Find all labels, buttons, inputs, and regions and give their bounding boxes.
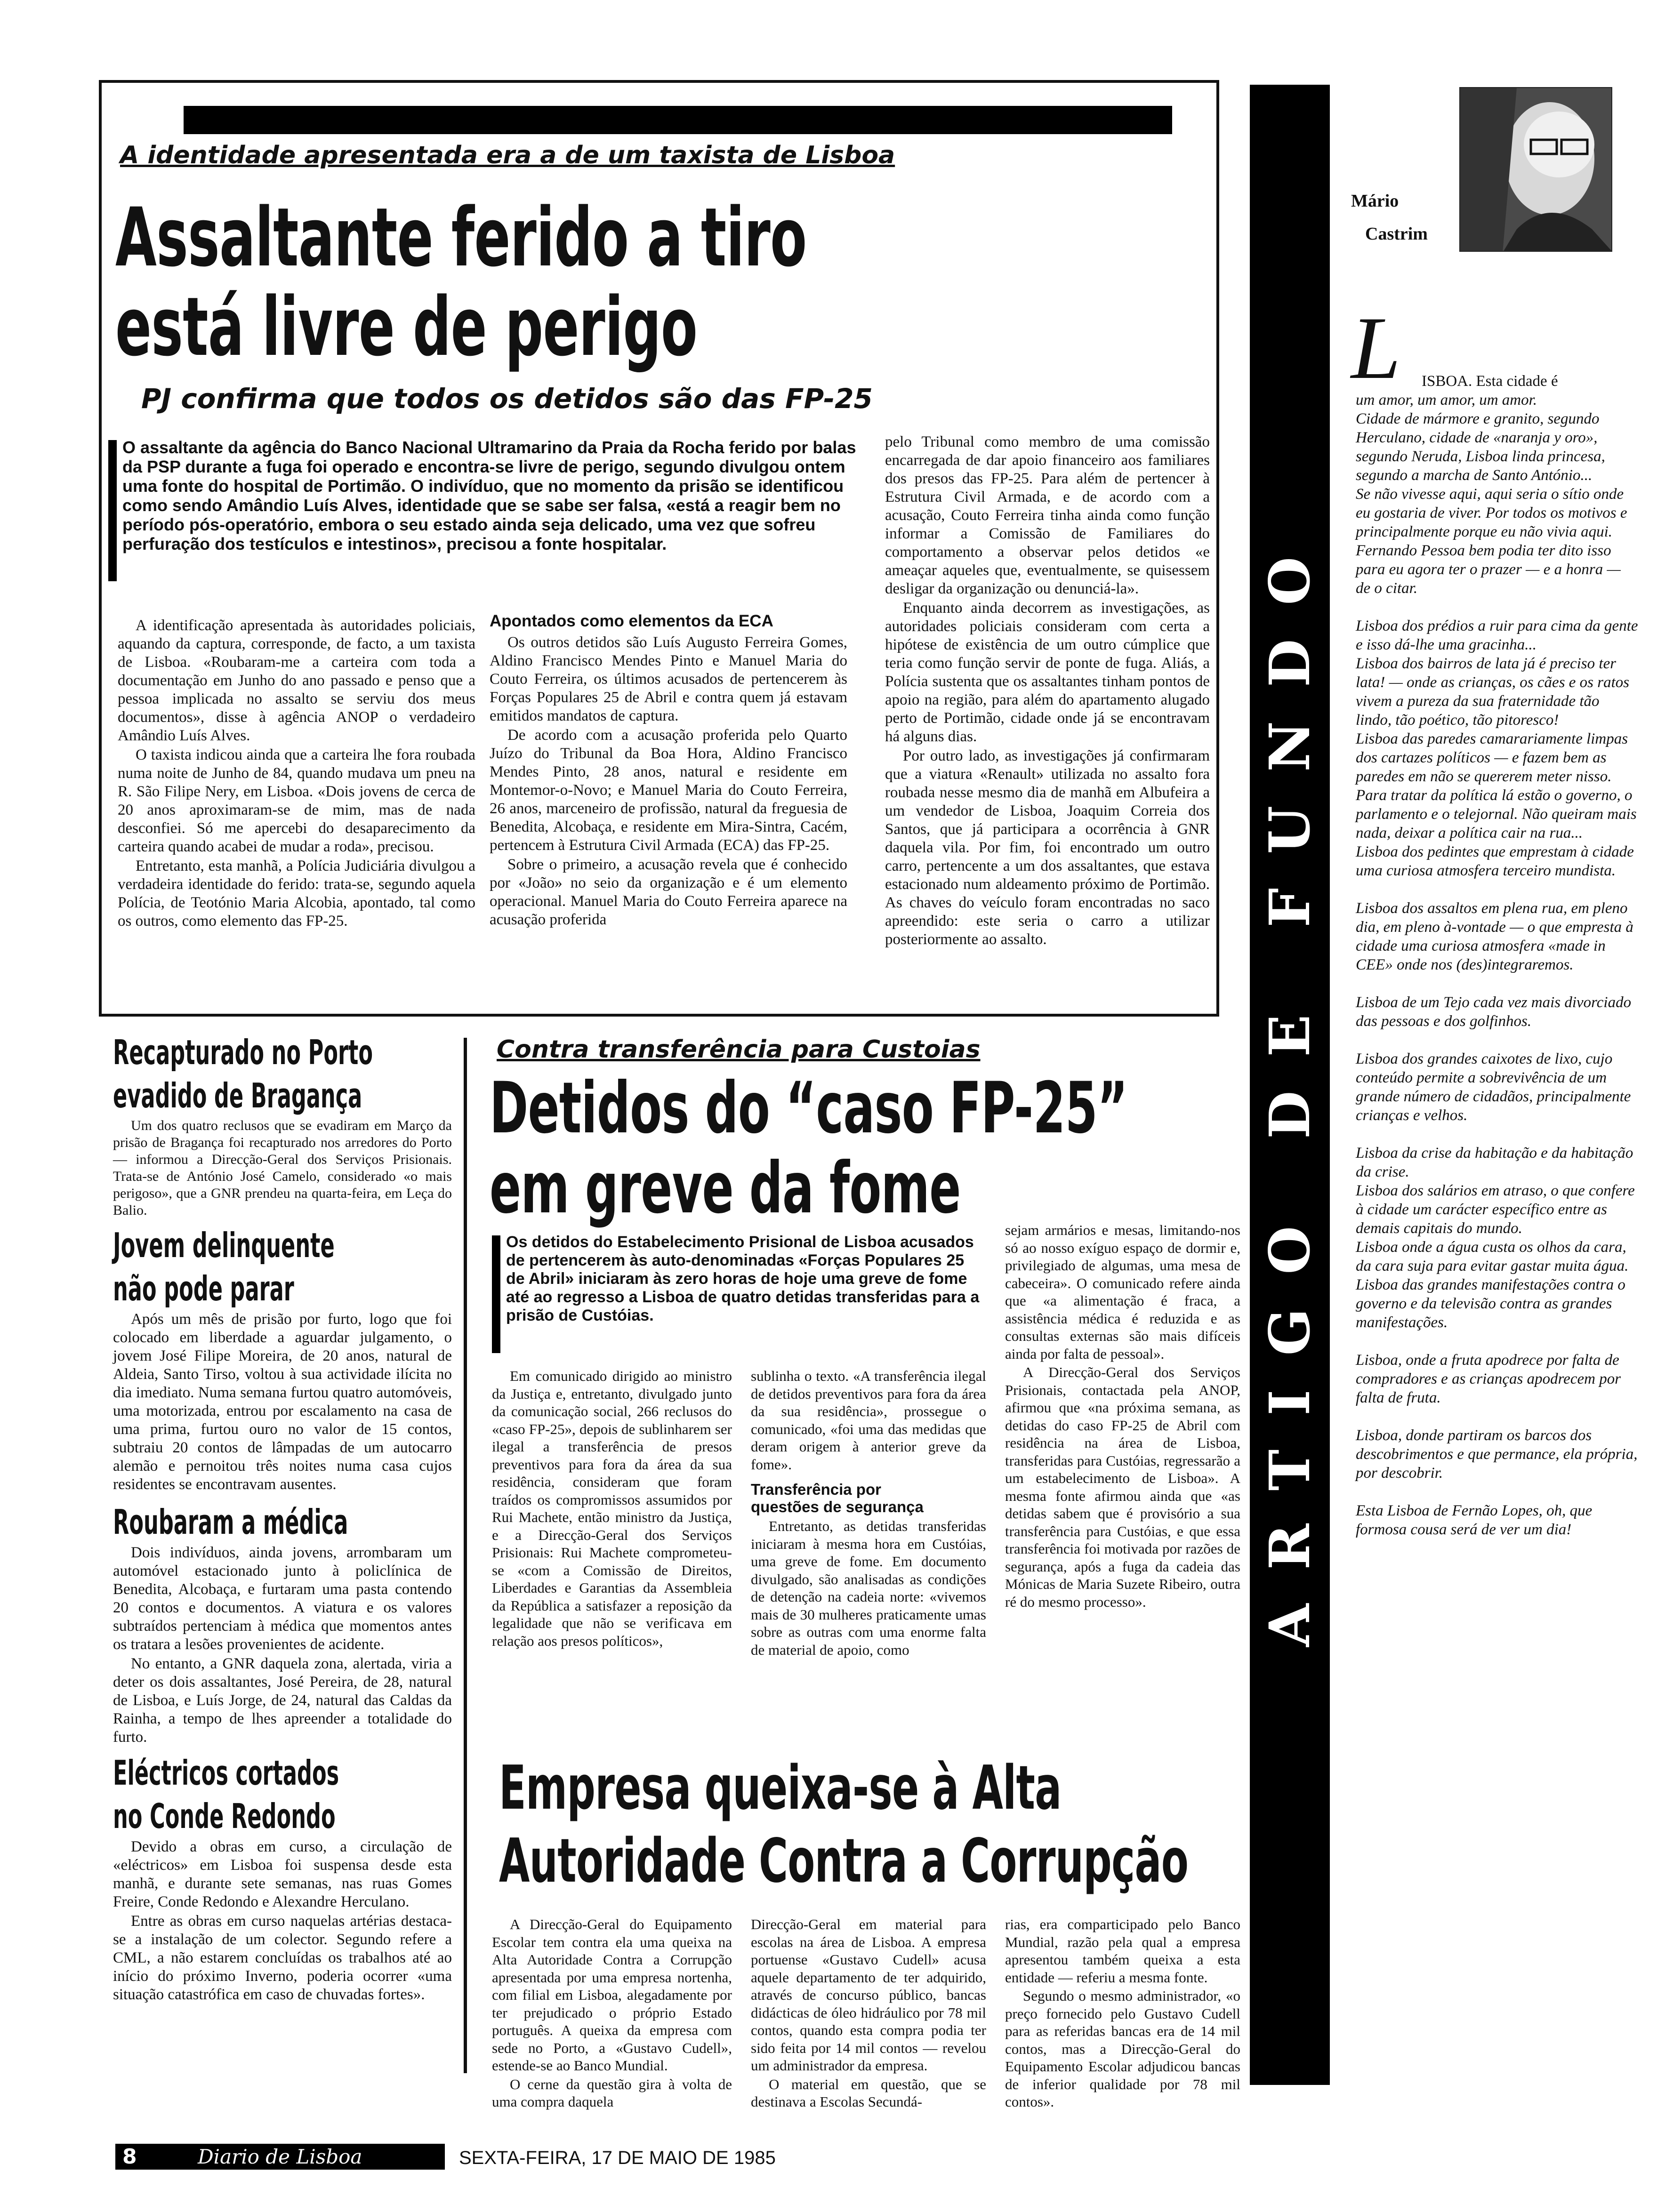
col-b1-3: Lisboa dos pedintes que emprestam à cidade uma curiosa atmosfera terceiro mundista. xyxy=(1356,843,1634,879)
greve-headline-1: Detidos do “caso FP-25” xyxy=(490,1067,1128,1149)
greve-col2-subhead-1: Transferência por xyxy=(751,1481,881,1498)
col-b5-3: Lisboa das grandes manifestações contra o governo e da televisão contra as grandes manifestações. xyxy=(1356,1276,1625,1331)
brief-3-headline: Roubaram a médica xyxy=(113,1502,348,1542)
top-story-lead: O assaltante da agência do Banco Nacional Ultramarino da Praia da Rocha ferido por balas da PSP durante a fuga foi operado e encontra-se livre de perigo, segundo divulgou ontem uma fonte do hospital de Portimão. O indivíduo, que no momento da prisão se identificou como sendo Amândio Luís Alves, identidade que se sabe ser falsa, «está a reagir bem no período pós-operatório, embora o seu estado ainda seja delicado, uma vez que sofreu perfuração dos testículos e intestinos», precisou a fonte hospitalar. xyxy=(122,438,856,553)
col-b7-0: Lisboa, donde partiram os barcos dos descobrimentos e que permance, ela própria, por descobrir. xyxy=(1356,1427,1638,1482)
footer-date: SEXTA-FEIRA, 17 DE MAIO DE 1985 xyxy=(459,2148,776,2168)
col-b0-2: Se não vivesse aqui, aqui seria o sítio onde eu gostaria de viver. Por todos os motivos e principalmente porque eu não vivia aqui. Fernando Pessoa bem podia ter dito isso para eu agora ter o prazer — e a honra — de o citar. xyxy=(1356,486,1627,597)
footer-paper-name: Diario de Lisboa xyxy=(198,2145,362,2168)
col-b0-1: Cidade de mármore e granito, segundo Herculano, cidade de «naranja y oro», segundo Neruda, Lisboa linda princesa, segundo a marcha de Santo António... xyxy=(1356,410,1605,484)
brief-2-p1: Após um mês de prisão por furto, logo que foi colocado em liberdade a aguardar julgamento, o jovem José Filipe Moreira, de 20 anos, natural de Aldeia, Santo Tirso, voltou à sua actividade ilícita no dia imediato. Numa semana furtou quatro automóveis, uma motorizada, entrou por escalamento na casa de uma prima, furtou ouro no valor de 15 contos, subtraiu 20 contos de lâmpadas de um autocarro alemão e pernoitou três noites numa casa cujos residentes se encontravam ausentes. xyxy=(113,1311,452,1493)
brief-3-p2: No entanto, a GNR daquela zona, alertada, viria a deter os dois assaltantes, José Pereira, de 28, natural de Lisboa, e Luís Jorge, de 24, natural das Caldas da Rainha, a tempo de lhes apreender a totalidade do furto. xyxy=(113,1655,452,1746)
top-story-col-1 xyxy=(118,617,475,931)
top-col1-p3: Entretanto, esta manhã, a Polícia Judiciária divulgou a verdadeira identidade do ferido: trata-se, segundo aquela Polícia, de Teotónio Maria Alcobia, apontado, tal como os outros, como elemento das FP-25. xyxy=(118,858,475,930)
brief-4-headline-2: no Conde Redondo xyxy=(113,1796,336,1836)
top-col3-p1: pelo Tribunal como membro de uma comissão encarregada de dar apoio financeiro aos familiares dos presos das FP-25. Para além de pertencer à Estrutura Civil Armada, e de acordo com a acusação, Couto Ferreira tinha ainda como função informar a Comissão de Familiares do comportamento a observar pelos detidos «e ameaçar aqueles que, eventualmente, se quisessem desligar da organização ou denunciá-la». xyxy=(885,433,1210,597)
greve-col3-p1: sejam armários e mesas, limitando-nos só ao nosso exíguo espaço de dormir e, privilegiado de algumas, uma mesa de cabeceira». O comunicado refere ainda que «a alimentação é fraca, a assistência médica é reduzida e as consultas externas são mais difíceis ainda por falta de pessoal». xyxy=(1005,1222,1240,1362)
top-story-lead-bar xyxy=(108,440,117,581)
empresa-col3-p1: rias, era comparticipado pelo Banco Mundial, razão pela qual a empresa apresentou também queixa a esta entidade — referiu a mesma fonte. xyxy=(1005,1916,1240,1986)
empresa-col3-p2: Segundo o mesmo administrador, «o preço fornecido pelo Gustavo Cudell para as referidas bancas era de 14 mil contos, mas a Direcção-Geral do Equipamento Escolar adjudicou bancas de inferior qualidade por 78 mil contos». xyxy=(1005,1988,1240,2110)
column-first-line: ISBOA. Esta cidade é xyxy=(1422,373,1558,390)
brief-4-p1: Devido a obras em curso, a circulação de «eléctricos» em Lisboa foi suspensa desde esta manhã, e durante sete semanas, nas ruas Gomes Freire, Conde Redondo e Alexandre Herculano. xyxy=(113,1838,452,1910)
col-b5-1: Lisboa dos salários em atraso, o que confere à cidade um carácter específico entre as demais capitais do mundo. xyxy=(1356,1182,1635,1237)
top-col3-p2: Enquanto ainda decorrem as investigações, as autoridades policiais consideram com certa a hipótese de existência de um outro cúmplice que teria como função servir de ponte de fuga. Aliás, a Polícia sustenta que os assaltantes tinham pontos de apoio na região, para além do apartamento alugado perto de Portimão, cidade onde já se encontravam há alguns dias. xyxy=(885,600,1210,745)
greve-col1-p1: Em comunicado dirigido ao ministro da Justiça e, entretanto, divulgado junto da comunicação social, 266 reclusos do «caso FP-25», depois de sublinharem ser ilegal a transferência de presos preventivos para fora da área da sua residência, consideram que foram traídos os compromissos assumidos por Rui Machete, então ministro da Justiça, e a Direcção-Geral dos Serviços Prisionais: Rui Machete comprometeu-se «com a Comissão de Direitos, Liberdades e Garantias da Assembleia da República a satisfazer a reposição da legalidade que não se verificava em relação aos presos políticos», xyxy=(492,1368,732,1649)
top-story-kicker: A identidade apresentada era a de um taxista de Lisboa xyxy=(120,141,895,169)
brief-1-p1: Um dos quatro reclusos que se evadiram em Março da prisão de Bragança foi recapturado nos arredores do Porto — informou a Direcção-Geral dos Serviços Prisionais. Trata-se de António José Camelo, considerado «o mais perigoso», que a GNR prendeu na quarta-feira, em Leça do Balio. xyxy=(113,1118,452,1218)
brief-2-headline-2: não pode parar xyxy=(113,1269,294,1308)
greve-col3-p2: A Direcção-Geral dos Serviços Prisionais, contactada pela ANOP, afirmou que «na próxima semana, as detidas do caso FP-25 de Abril com residência na área de Lisboa, transferidas para Custóias, regressarão a um estabelecimento de Lisboa». A mesma fonte afirmou ainda que «as detidas sabem que é provisório a sua transferência para Custóias, e que essa transferência foi motivada por razões de segurança, após a fuga da cadeia das Mónicas de Maria Suzete Ribeiro, outra ré do mesmo processo». xyxy=(1005,1364,1240,1610)
col-b3-0: Lisboa de um Tejo cada vez mais divorciado das pessoas e dos golfinhos. xyxy=(1356,994,1632,1030)
top-col1-p1: A identificação apresentada às autoridades policiais, aquando da captura, corresponde, de facto, a um taxista de Lisboa. «Roubaram-me a carteira com toda a documentação em Junho do ano passado e penso que a pessoa implicada no assalto se serviu dos meus documentos», disse à agência ANOP o verdadeiro Amândio Luís Alves. xyxy=(118,617,475,744)
greve-kicker: Contra transferência para Custoias xyxy=(497,1035,981,1064)
greve-col2-p1: sublinha o texto. «A transferência ilegal de detidos preventivos para fora da área da sua residência», prossegue o comunicado, «foi uma das medidas que deram origem à anterior greve da fome». xyxy=(751,1368,986,1473)
artigo-de-fundo-title: ARTIGO DE FUNDO xyxy=(1257,522,1322,1647)
col-b8-0: Esta Lisboa de Fernão Lopes, oh, que formosa cousa será de ver um dia! xyxy=(1356,1502,1593,1538)
greve-col-2 xyxy=(751,1367,986,1659)
brief-1-headline-1: Recapturado no Porto xyxy=(113,1033,373,1072)
empresa-col1-p2: O cerne da questão gira à volta de uma compra daquela xyxy=(492,2076,732,2110)
greve-col2-p2: Entretanto, as detidas transferidas iniciaram à mesma hora em Custóias, uma greve de fome. Em documento divulgado, são analisadas as condições de detenção na cadeia norte: «vivemos mais de 30 mulheres praticamente umas sobre as outras com uma enorme falta de material de apoio, como xyxy=(751,1518,986,1658)
top-story-col-2 xyxy=(490,612,847,930)
author-photo-illustration xyxy=(1460,88,1612,252)
col-b0-0: um amor, um amor, um amor. xyxy=(1356,392,1537,409)
column-dropcap: L xyxy=(1351,299,1401,398)
column-text xyxy=(1356,391,1638,1539)
col-b4-0: Lisboa dos grandes caixotes de lixo, cujo conteúdo permite a sobrevivência de um grande número de cidadãos, principalmente crianças e velhos. xyxy=(1356,1050,1631,1124)
top-col2-p3: Sobre o primeiro, a acusação revela que é conhecido por «João» no seio da organização e é um elemento operacional. Manuel Maria do Couto Ferreira aparece na acusação proferida xyxy=(490,856,847,928)
brief-4-p2: Entre as obras em curso naquelas artérias destaca-se a instalação de um colector. Segundo refere a CML, a não estarem concluídas os trabalhos até ao início do próximo Inverno, poderia ocorrer «uma situação catastrófica em caso de chuvadas fortes». xyxy=(113,1913,452,2003)
col-b5-2: Lisboa onde a água custa os olhos da cara, da cara suja para evitar gastar muita água. xyxy=(1356,1239,1629,1274)
brief-4-headline-1: Eléctricos cortados xyxy=(113,1753,339,1793)
top-story-subhead: PJ confirma que todos os detidos são das FP-25 xyxy=(141,383,873,415)
col-b2-0: Lisboa dos assaltos em plena rua, em pleno dia, em pleno à-vontade — o que empresta à cidade uma curiosa atmosfera «made in CEE» onde nos (des)integraremos. xyxy=(1356,900,1633,973)
col-b5-0: Lisboa da crise da habitação e da habitação da crise. xyxy=(1356,1145,1633,1180)
top-col3-p3: Por outro lado, as investigações já confirmaram que a viatura «Renault» utilizada no assalto fora roubada nesse mesmo dia de manhã em Albufeira a um vendedor de Lisboa, Joaquim Correia dos Santos, que já participara a ocorrência à GNR daquela vila. Por fim, foi encontrado um outro carro, pertencente a um dos assaltantes, que estava estacionado num aldeamento próximo de Portimão. As chaves do veículo foram encontradas no saco apreendido: este seria o carro a utilizar posteriormente ao assalto. xyxy=(885,747,1210,948)
empresa-col-3 xyxy=(1005,1915,1240,2112)
brief-2-headline-1: Jovem delinquente xyxy=(113,1226,335,1265)
empresa-col-1 xyxy=(492,1915,732,2112)
greve-col-3 xyxy=(1005,1221,1240,1611)
empresa-col2-p2: O material em questão, que se destinava a Escolas Secundá- xyxy=(751,2076,986,2110)
col-b1-2: Lisboa das paredes camarariamente limpas dos cartazes políticos — e fazem bem as paredes em não se quererem meter nisso. Para tratar da política lá estão o governo, o parlamento e o telejornal. Não queiram mais nada, deixar a política cair na rua... xyxy=(1356,730,1637,842)
author-first-name: Mário xyxy=(1351,191,1399,211)
brief-1-headline-2: evadido de Bragança xyxy=(113,1076,362,1115)
empresa-headline-2: Autoridade Contra a Corrupção xyxy=(499,1826,1189,1896)
greve-lead: Os detidos do Estabelecimento Prisional de Lisboa acusados de pertencerem às auto-denominadas «Forças Populares 25 de Abril» iniciaram às zero horas de hoje uma greve de fome até ao regresso a Lisboa de quatro detidas transferidas para a prisão de Custóias. xyxy=(506,1233,980,1324)
top-story-col-3 xyxy=(885,433,1210,950)
top-black-bar xyxy=(184,106,1172,134)
footer-page-number: 8 xyxy=(122,2145,137,2169)
top-col2-p2: De acordo com a acusação proferida pelo Quarto Juízo do Tribunal da Boa Hora, Aldino Francisco Mendes Pinto, 28 anos, natural e residente em Montemor-o-Novo; e Manuel Maria do Couto Ferreira, 26 anos, marceneiro de profissão, natural da freguesia de Benedita, Alcobaça, e residente em Mira-Sintra, Cacém, pertencem à Estrutura Civil Armada (ECA) das FP-25. xyxy=(490,727,847,854)
col-b1-0: Lisboa dos prédios a ruir para cima da gente e isso dá-lhe uma gracinha... xyxy=(1356,617,1638,653)
top-col1-p2: O taxista indicou ainda que a carteira lhe fora roubada numa noite de Junho de 84, quando mudava um pneu na R. São Filipe Nery, em Lisboa. «Dois jovens de cerca de 20 anos aproximaram-se de mim, mas de nada desconfiei. Só me apercebi do desaparecimento da carteira quando acabei de mudar a roda», precisou. xyxy=(118,746,475,855)
greve-lead-bar xyxy=(492,1235,500,1353)
briefs-column xyxy=(113,1031,452,2005)
empresa-col2-p1: Direcção-Geral em material para escolas na área de Lisboa. A empresa portuense «Gustavo Cudell» acusa aquele departamento de ter adquirido, através de concurso público, bancas didácticas de óleo hidráulico por 78 mil contos, quando esta compra podia ter sido feita por 14 mil contos — revelou um administrador da empresa. xyxy=(751,1916,986,2074)
col-b1-1: Lisboa dos bairros de lata já é preciso ter lata! — onde as crianças, os cães e os ratos vivem a pureza da sua fraternidade tão lindo, tão poético, tão pitoresco! xyxy=(1356,655,1630,729)
top-col2-subhead: Apontados como elementos da ECA xyxy=(490,612,773,630)
greve-headline-2: em greve da fome xyxy=(490,1147,961,1229)
greve-col2-subhead-2: questões de segurança xyxy=(751,1498,924,1515)
briefs-divider xyxy=(464,1038,467,2073)
col-b6-0: Lisboa, onde a fruta apodrece por falta de compradores e as crianças apodrecem por falta de fruta. xyxy=(1356,1352,1621,1406)
top-story-headline-1: Assaltante ferido a tiro xyxy=(115,190,807,285)
empresa-headline-1: Empresa queixa-se à Alta xyxy=(499,1753,1062,1823)
top-story-headline-2: está livre de perigo xyxy=(115,280,698,374)
artigo-de-fundo-band xyxy=(1250,85,1330,2085)
brief-3-p1: Dois indivíduos, ainda jovens, arrombaram um automóvel estacionado junto à policlínica de Benedita, Alcobaça, e furtaram uma pasta contendo 20 contos e documentos. A viatura e os valores subtraídos pertenciam à médica que momentos antes os tratara a lesões provenientes de acidente. xyxy=(113,1544,452,1653)
empresa-col-2 xyxy=(751,1915,986,2112)
empresa-col1-p1: A Direcção-Geral do Equipamento Escolar tem contra ela uma queixa na Alta Autoridade Contra a Corrupção apresentada por uma empresa nortenha, com filial em Lisboa, alegadamente por ter prejudicado o próprio Estado português. A queixa da empresa com sede no Porto, a «Gustavo Cudell», estende-se ao Banco Mundial. xyxy=(492,1916,732,2074)
author-last-name: Castrim xyxy=(1365,224,1428,244)
author-photo xyxy=(1459,87,1612,252)
top-col2-p1: Os outros detidos são Luís Augusto Ferreira Gomes, Aldino Francisco Mendes Pinto e Manuel Maria do Couto Ferreira, os últimos acusados de pertencerem às Forças Populares 25 de Abril e contra quem já estavam emitidos mandatos de captura. xyxy=(490,634,847,724)
greve-col-1 xyxy=(492,1367,732,1651)
